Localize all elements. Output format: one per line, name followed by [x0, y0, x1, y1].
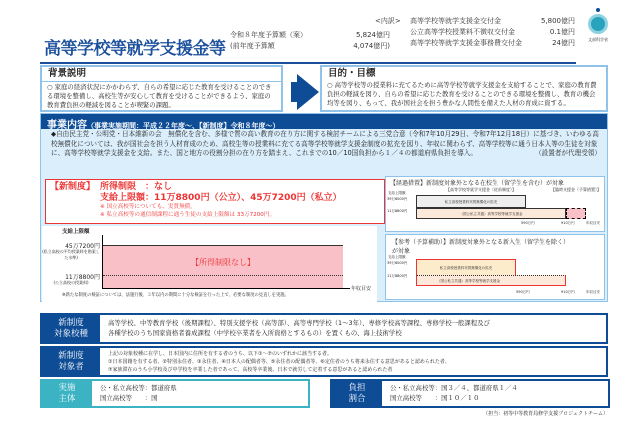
- mext-logo: [585, 8, 611, 43]
- share-row: [330, 379, 610, 408]
- y-tick-note: (公立高校の授業料): [53, 280, 89, 285]
- x-axis-label: 年収目安: [586, 290, 600, 294]
- band-common: （国公私立共通）高等学校等就学支援金: [416, 208, 566, 219]
- x-tick: 910万円: [561, 221, 575, 225]
- band-common: （国公私立共通）高等学校等就学支援金: [416, 275, 566, 286]
- content-heading: 事業内容（事業実施期間：平成２２年度～、【新制度】令和８年度～）: [41, 114, 607, 129]
- x-tick: 910万円: [561, 290, 575, 294]
- y-tick-public: 11万8800円: [65, 274, 100, 281]
- temporary-support-area: [566, 208, 586, 219]
- logo-text: 文部科学省: [588, 37, 608, 42]
- x-axis: [102, 288, 350, 289]
- target-persons-text: 上記の対象校種に在学し、日本国内に住所を有する者のうち、以下①～⑦のいずれかに該当する者。: [108, 350, 332, 357]
- purpose-heading: 目的・目標: [328, 68, 376, 79]
- breakdown-label: 高等学校等就学支援金事務費交付金: [410, 39, 522, 47]
- background-box: [40, 65, 283, 112]
- source-note: （担当：初等中等教育局修学支援プロジェクトチーム）: [483, 411, 608, 417]
- budget: [230, 30, 390, 52]
- y-tick-note: (私立高校の平均授業料を勘案した水準): [42, 249, 100, 260]
- target-persons-text: ⑦家族滞在のうち小学校及び中学校を卒業した者であって、高校等卒業後、日本で就労して定着する意思があると認められた者: [108, 366, 393, 373]
- chart-title: 【経過措置】新制度対象外となる在校生（留学生を含む）が対象: [390, 180, 565, 187]
- chart-footnote: ※新たな制度の検証については、法施行後、３年以内の期間に十分な検証を行った上で、必要な制度の見直しを実施。: [62, 293, 289, 298]
- transition-chart: [385, 176, 605, 232]
- x-axis-label: 年収目安: [586, 221, 600, 225]
- note: ※ 私立高校等の通信制課程に通う生徒の支給上限額は 33万7200円。: [100, 211, 276, 218]
- target-schools-row: [40, 313, 608, 344]
- breakdown-value: 5,800億円: [540, 17, 575, 25]
- x-axis-label: 年収目安: [351, 286, 372, 292]
- share-label: 負担 割合: [332, 381, 382, 406]
- purpose-text: ○ 高等学校等の授業料に充てるために高等学校等就学支援金を支給することで、家庭の教育費負担の軽減を図り、自らの希望に応じた教育を受けることのできる環境を整備し、教育の機会均等を図り、もって、我が国社会を担う豊かな人間性を備えた人材の育成に資する。: [327, 81, 597, 107]
- income-limit: 所得制限 ：なし: [100, 182, 173, 192]
- breakdown-header: <内訳>: [375, 17, 401, 25]
- arrow-shaft: [291, 82, 299, 102]
- new-system-tag: 【新制度】: [50, 182, 96, 192]
- target-persons-label: 新制度 対象者: [42, 348, 100, 375]
- purpose-box: [320, 65, 608, 112]
- main-chart: [42, 226, 377, 302]
- prev-budget-value: 4,074億円): [353, 42, 390, 50]
- bracket-label: 【高等学校等就学支援金（従前制度）】: [446, 187, 516, 192]
- y-axis-label: 支給上限額: [62, 229, 90, 235]
- breakdown: [375, 16, 575, 49]
- new-system-box: [45, 179, 385, 224]
- implementer-label: 実施 主体: [42, 381, 92, 406]
- x-tick: 590万円: [521, 221, 535, 225]
- target-schools-text: 各種学校のうち国家資格者養成課程（中学校卒業者を入所資格とするもの）を置くもの、海上技術学校: [108, 328, 402, 337]
- breakdown-value: 0.1億円: [549, 28, 575, 36]
- band-private: 私立高校授業料実質無償化の拡充: [416, 259, 516, 275]
- page-title: 高等学校等就学支援金等: [44, 39, 226, 59]
- implementer-text: 公・私立高校等：都道府県: [100, 384, 177, 392]
- payment-cap: 支給上限額：11万8800円（公立）、45万7200円（私立）: [100, 193, 342, 203]
- background-heading: 背景説明: [42, 67, 281, 82]
- note: ※ 国立高校等についても、実質無償。: [100, 204, 196, 210]
- share-text: 国立高校等 ：国１０／１０: [390, 393, 480, 402]
- x-tick: 590万円: [516, 290, 530, 294]
- budget-label: 令和８年度予算額（案）: [230, 31, 307, 39]
- target-persons-text: ①日本国籍を有する者、②特別永住者、③永住者、④日本人の配偶者等、⑤永住者の配偶者等、⑥定住者のうち将来永住する意思があると認められた者、: [108, 358, 450, 365]
- breakdown-value: 24億円: [552, 39, 575, 47]
- target-persons-row: [40, 346, 608, 377]
- share-text: 公・私立高校等：国３／４、都道府県１／４: [390, 384, 518, 392]
- breakdown-label: 公立高等学校授業料不徴収交付金: [410, 28, 515, 36]
- breakdown-label: 高等学校等就学支援金交付金: [410, 17, 501, 25]
- arrow-right-icon: [297, 74, 319, 110]
- y-axis-label: 支給上限額: [388, 191, 406, 195]
- area-label: 【所得制限なし】: [191, 258, 255, 267]
- y-tick: 11万8800円: [387, 209, 408, 213]
- public-line: [103, 275, 343, 276]
- y-tick: 39万6000円: [387, 197, 408, 201]
- prev-budget-label: (前年度予算額: [230, 42, 275, 50]
- y-tick: 11万8800円: [387, 274, 408, 278]
- chart-title: 【参考（予算補助）】新制度対象外となる新入生（留学生を除く）が対象: [392, 239, 570, 255]
- y-tick-private: 45万7200円: [65, 243, 100, 250]
- divider: [40, 62, 576, 64]
- reference-chart: [385, 234, 605, 300]
- target-schools-label: 新制度 対象校種: [42, 315, 100, 342]
- budget-value: 5,824億円: [355, 31, 390, 39]
- bracket-label: 【臨時支援金（予算措置）】: [551, 187, 601, 192]
- implementer-text: 国立高校等 ：国: [100, 393, 158, 402]
- agent-note: （設置者が代理受領）: [535, 149, 601, 157]
- content-text: ◆自由民主党・公明党・日本維新の会 無償化を含む、多様で質の高い教育の在り方に関する検討チームによる三党合意（令和7年10月29日、令和7年12月18日）に基づき、いわゆる高校無償化については、我が国社会を担う人材育成のため、高校生等の授業料に充てる高等学校等就学支援金制度の拡充を図り、年収に関わらず、高等学校等に通う日本人等の生徒を対象に、高等学校等就学支援金を支給。また、国と地方の役割分担の在り方を踏まえ、これまでの10／10国負担から１／４の都道府県負担を導入。 （設置者が代理受領）: [51, 130, 601, 157]
- y-tick: 39万6000円: [387, 261, 408, 265]
- y-axis-label: 支給上限額: [388, 255, 406, 259]
- content-period: （事業実施期間：平成２２年度～、【新制度】令和８年度～）: [87, 122, 280, 130]
- target-schools-text: 高等学校、中等教育学校（後期課程）、特別支援学校（高等部）、高等専門学校（1～3年）、専修学校高等課程、専修学校一般課程及び: [108, 319, 490, 327]
- background-text: ○ 家庭の経済状況にかかわらず、自らの希望に応じた教育を受けることのできる環境を整備し、高校生等が安心して教育を受けることができるよう、家庭の教育費負担の軽減を図ることが喫緊の課題。: [47, 83, 272, 109]
- implementer-row: [40, 379, 310, 408]
- band-private: 私立高校授業料実質無償化の拡充: [416, 195, 526, 208]
